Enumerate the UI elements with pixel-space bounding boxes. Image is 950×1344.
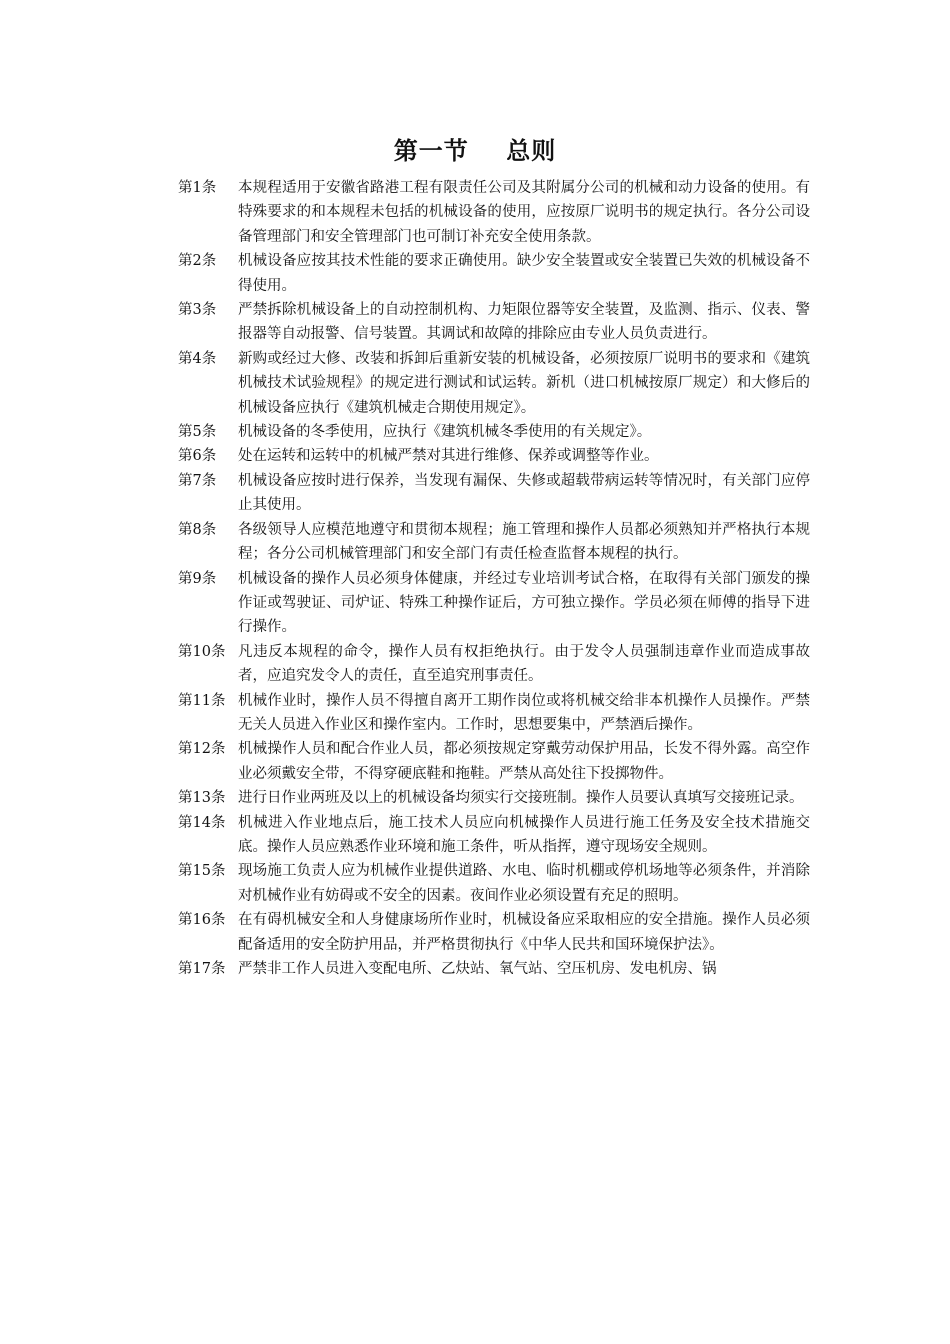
article-number: 第8条: [178, 521, 217, 538]
article-number: 第6条: [178, 448, 217, 465]
article-text: 严禁非工作人员进入变配电所、乙炔站、氧气站、空压机房、发电机房、锅: [238, 961, 717, 977]
article-5: [178, 420, 810, 444]
article-number: 第9条: [178, 570, 217, 587]
article-16: [178, 908, 810, 957]
article-text: 机械设备应按其技术性能的要求正确使用。缺少安全装置或安全装置已失效的机械设备不得使用。: [238, 253, 810, 294]
article-number: 第14条: [178, 814, 226, 831]
article-text: 机械设备应按时进行保养，当发现有漏保、失修或超载带病运转等情况时，有关部门应停止其使用。: [238, 472, 810, 514]
section-title: 第一节 总则: [393, 137, 557, 165]
article-number: 第13条: [178, 790, 226, 807]
article-text: 严禁拆除机械设备上的自动控制机构、力矩限位器等安全装置，及监测、指示、仪表、警报器等自动报警、信号装置。其调试和故障的排除应由专业人员负责进行。: [238, 302, 810, 343]
article-13: [178, 786, 810, 810]
article-text: 凡违反本规程的命令，操作人员有权拒绝执行。由于发令人员强制违章作业而造成事故者，应追究发令人的责任，直至追究刑事责任。: [238, 643, 810, 685]
article-11: [178, 689, 810, 738]
article-number: 第1条: [178, 180, 217, 196]
article-number: 第12条: [178, 741, 226, 758]
article-4: [178, 347, 810, 420]
article-number: 第4条: [178, 350, 217, 367]
article-text: 进行日作业两班及以上的机械设备均须实行交接班制。操作人员要认真填写交接班记录。: [238, 790, 804, 807]
article-number: 第10条: [178, 643, 226, 660]
article-text: 机械操作人员和配合作业人员，都必须按规定穿戴劳动保护用品，长发不得外露。高空作业必须戴安全带，不得穿硬底鞋和拖鞋。严禁从高处往下投掷物件。: [238, 741, 810, 782]
article-text: 机械设备的操作人员必须身体健康，并经过专业培训考试合格，在取得有关部门颁发的操作证或驾驶证、司炉证、特殊工种操作证后，方可独立操作。学员必须在师傅的指导下进行操作。: [238, 570, 810, 636]
article-text: 本规程适用于安徽省路港工程有限责任公司及其附属分公司的机械和动力设备的使用。有特殊要求的和本规程未包括的机械设备的使用，应按原厂说明书的规定执行。各分公司设备管理部门和安全管理部门也可制订补充安全使用条款。: [238, 180, 810, 245]
article-list: [178, 176, 810, 981]
article-8: [178, 518, 810, 567]
article-text: 在有碍机械安全和人身健康场所作业时，机械设备应采取相应的安全措施。操作人员必须配备适用的安全防护用品，并严格贯彻执行《中华人民共和国环境保护法》。: [238, 912, 810, 953]
article-text: 机械进入作业地点后，施工技术人员应向机械操作人员进行施工任务及安全技术措施交底。操作人员应熟悉作业环境和施工条件，听从指挥，遵守现场安全规则。: [238, 814, 810, 855]
article-10: [178, 640, 810, 689]
article-number: 第16条: [178, 912, 226, 929]
article-number: 第15条: [178, 863, 226, 880]
article-number: 第5条: [178, 424, 217, 441]
article-1: [178, 176, 810, 249]
article-2: [178, 249, 810, 298]
article-number: 第3条: [178, 302, 217, 319]
article-text: 现场施工负责人应为机械作业提供道路、水电、临时机棚或停机场地等必须条件，并消除对机械作业有妨碍或不安全的因素。夜间作业必须设置有充足的照明。: [238, 863, 810, 904]
article-text: 机械作业时，操作人员不得擅自离开工期作岗位或将机械交给非本机操作人员操作。严禁无关人员进入作业区和操作室内。工作时，思想要集中，严禁酒后操作。: [238, 692, 810, 733]
article-text: 各级领导人应模范地遵守和贯彻本规程；施工管理和操作人员都必须熟知并严格执行本规程；各分公司机械管理部门和安全部门有责任检查监督本规程的执行。: [238, 521, 810, 563]
article-text: 机械设备的冬季使用，应执行《建筑机械冬季使用的有关规定》。: [238, 424, 652, 441]
article-7: [178, 469, 810, 518]
article-text: 处在运转和运转中的机械严禁对其进行维修、保养或调整等作业。: [238, 448, 659, 465]
article-6: [178, 444, 810, 468]
article-12: [178, 737, 810, 786]
article-3: [178, 298, 810, 347]
article-text: 新购或经过大修、改装和拆卸后重新安装的机械设备，必须按原厂说明书的要求和《建筑机械技术试验规程》的规定进行测试和试运转。新机（进口机械按原厂规定）和大修后的机械设备应执行《建筑机械走合期使用规定》。: [238, 350, 810, 416]
article-14: [178, 811, 810, 860]
article-15: [178, 859, 810, 908]
article-number: 第7条: [178, 472, 217, 489]
article-number: 第11条: [178, 692, 226, 709]
article-17: [178, 957, 810, 981]
article-number: 第2条: [178, 253, 217, 270]
article-number: 第17条: [178, 961, 226, 977]
article-9: [178, 567, 810, 640]
